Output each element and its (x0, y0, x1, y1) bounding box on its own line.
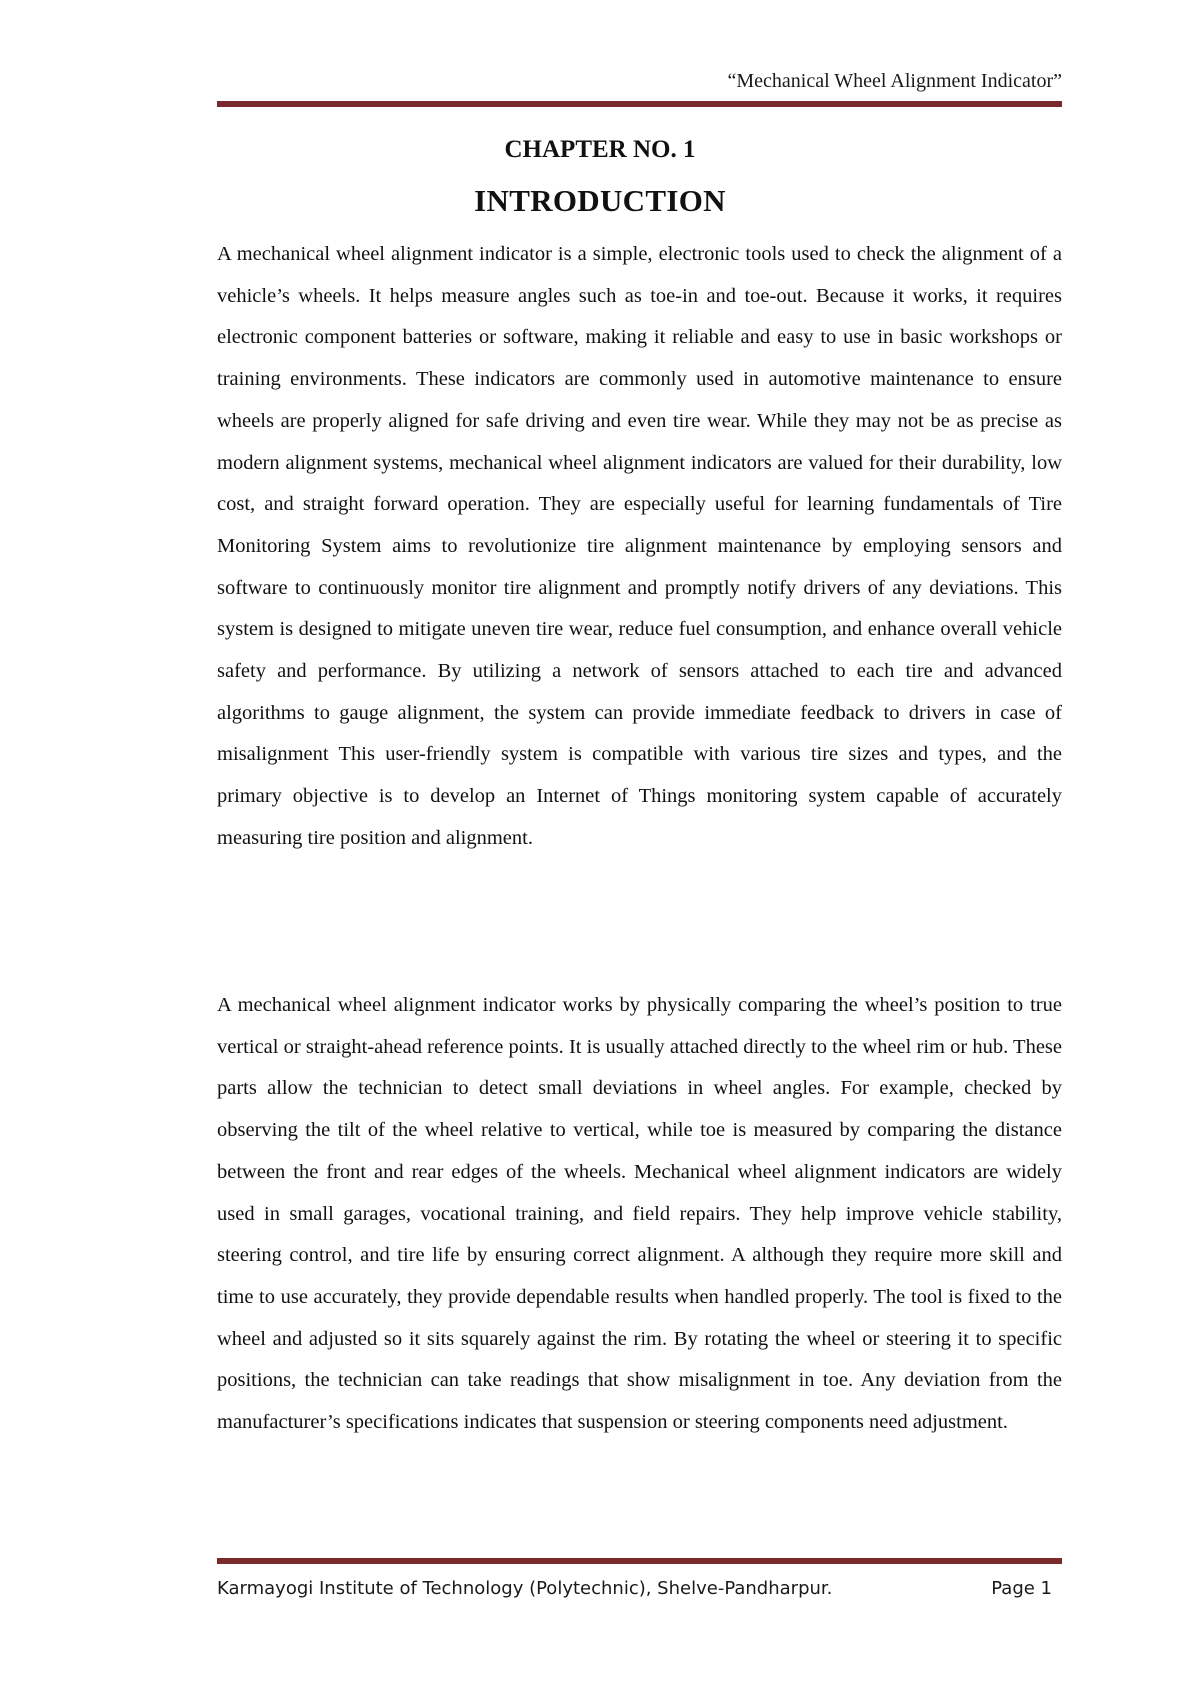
chapter-number: CHAPTER NO. 1 (504, 136, 696, 163)
chapter-title: INTRODUCTION (474, 183, 726, 218)
footer-institute-name: Karmayogi Institute of Technology (Polytechnic), Shelve-Pandharpur. (217, 1578, 833, 1599)
body-paragraph-2: A mechanical wheel alignment indicator works by physically comparing the wheel’s position to true vertical or straight-ahead reference points. It is usually attached directly to the wheel rim or hub. These parts allow the technician to detect small deviations in wheel angles. For example, checked by observing the tilt of the wheel relative to vertical, while toe is measured by comparing the distance between the front and rear edges of the wheels. Mechanical wheel alignment indicators are widely used in small garages, vocational training, and field repairs. They help improve vehicle stability, steering control, and tire life by ensuring correct alignment. A although they require more skill and time to use accurately, they provide dependable results when handled properly. The tool is fixed to the wheel and adjusted so it sits squarely against the rim. By rotating the wheel or steering it to specific positions, the technician can take readings that show misalignment in toe. Any deviation from the manufacturer’s specifications indicates that suspension or steering components need adjustment. (217, 994, 1062, 1434)
page-number: Page 1 (991, 1578, 1052, 1599)
header-divider (217, 101, 1062, 107)
running-header-title: “Mechanical Wheel Alignment Indicator” (727, 70, 1062, 92)
footer-divider (217, 1558, 1062, 1564)
body-paragraph-1: A mechanical wheel alignment indicator is a simple, electronic tools used to check the alignment of a vehicle’s wheels. It helps measure angles such as toe-in and toe-out. Because it works, it requires electronic component batteries or software, making it reliable and easy to use in basic workshops or training environments. These indicators are commonly used in automotive maintenance to ensure wheels are properly aligned for safe driving and even tire wear. While they may not be as precise as modern alignment systems, mechanical wheel alignment indicators are valued for their durability, low cost, and straight forward operation. They are especially useful for learning fundamentals of Tire Monitoring System aims to revolutionize tire alignment maintenance by employing sensors and software to continuously monitor tire alignment and promptly notify drivers of any deviations. This system is designed to mitigate uneven tire wear, reduce fuel consumption, and enhance overall vehicle safety and performance. By utilizing a network of sensors attached to each tire and advanced algorithms to gauge alignment, the system can provide immediate feedback to drivers in case of misalignment This user-friendly system is compatible with various tire sizes and types, and the primary objective is to develop an Internet of Things monitoring system capable of accurately measuring tire position and alignment. (217, 243, 1062, 849)
